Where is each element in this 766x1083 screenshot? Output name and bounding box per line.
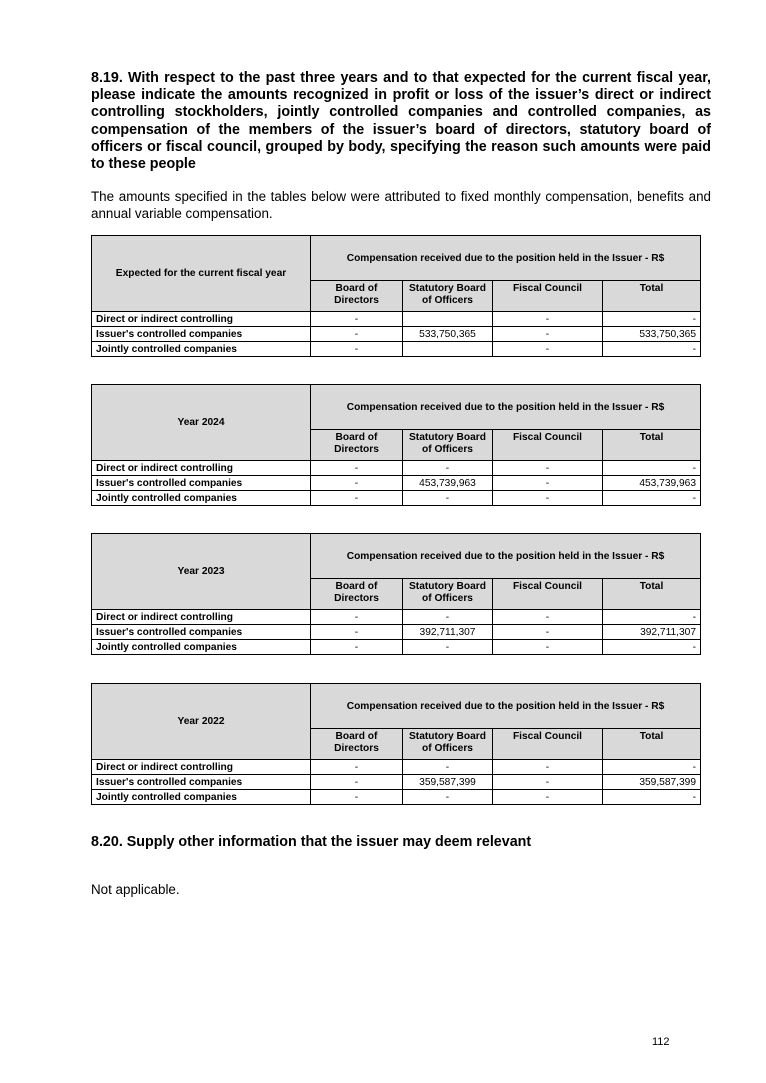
col-total: Total — [603, 281, 701, 312]
row-label: Jointly controlled companies — [92, 790, 311, 805]
cell-board: - — [311, 491, 403, 506]
cell-total: 453,739,963 — [603, 476, 701, 491]
row-label: Issuer's controlled companies — [92, 775, 311, 790]
cell-fiscal: - — [493, 775, 603, 790]
section-8-19-heading: 8.19. With respect to the past three years and to that expected for the current fiscal year, please indicate the amounts recognized in profit or loss of the issuer’s direct or indirect controlling stockholders, jointly controlled companies and controlled companies, as compensation of the members of the issuer’s board of directors, statutory board of officers or fiscal council, grouped by body, specifying the reason such amounts were paid to these people — [91, 70, 711, 173]
section-8-19 — [91, 70, 711, 222]
cell-board: - — [311, 312, 403, 327]
cell-total: - — [603, 640, 701, 655]
cell-total: 359,587,399 — [603, 775, 701, 790]
col-fiscal: Fiscal Council — [493, 281, 603, 312]
col-fiscal: Fiscal Council — [493, 729, 603, 760]
cell-board: - — [311, 461, 403, 476]
cell-statutory: 533,750,365 — [403, 327, 493, 342]
col-board: Board of Directors — [311, 281, 403, 312]
col-board: Board of Directors — [311, 579, 403, 610]
table-row — [92, 327, 701, 342]
cell-board: - — [311, 640, 403, 655]
table-row — [92, 625, 701, 640]
row-label: Issuer's controlled companies — [92, 625, 311, 640]
col-statutory: Statutory Board of Officers — [403, 281, 493, 312]
cell-fiscal: - — [493, 312, 603, 327]
table-row — [92, 760, 701, 775]
cell-total: - — [603, 342, 701, 357]
section-8-19-intro: The amounts specified in the tables below were attributed to fixed monthly compensation, benefits and annual variable compensation. — [91, 189, 711, 222]
table-row — [92, 461, 701, 476]
cell-fiscal: - — [493, 491, 603, 506]
table-row — [92, 790, 701, 805]
table-row — [92, 312, 701, 327]
cell-total: 392,711,307 — [603, 625, 701, 640]
compensation-table-2023 — [91, 533, 701, 655]
page-number: 112 — [652, 1036, 670, 1048]
row-label: Issuer's controlled companies — [92, 476, 311, 491]
row-label: Direct or indirect controlling — [92, 461, 311, 476]
row-label: Jointly controlled companies — [92, 342, 311, 357]
compensation-table-2024 — [91, 384, 701, 506]
col-board: Board of Directors — [311, 430, 403, 461]
cell-board: - — [311, 476, 403, 491]
table-title: Year 2023 — [92, 534, 311, 610]
cell-total: - — [603, 760, 701, 775]
cell-fiscal: - — [493, 760, 603, 775]
row-label: Direct or indirect controlling — [92, 610, 311, 625]
compensation-table-2022 — [91, 683, 701, 805]
table-row — [92, 610, 701, 625]
col-total: Total — [603, 729, 701, 760]
cell-fiscal: - — [493, 327, 603, 342]
cell-board: - — [311, 327, 403, 342]
cell-board: - — [311, 342, 403, 357]
cell-fiscal: - — [493, 476, 603, 491]
table-row — [92, 342, 701, 357]
row-label: Direct or indirect controlling — [92, 760, 311, 775]
section-8-20-heading: 8.20. Supply other information that the issuer may deem relevant — [91, 834, 532, 850]
cell-total: - — [603, 610, 701, 625]
cell-fiscal: - — [493, 790, 603, 805]
cell-board: - — [311, 775, 403, 790]
cell-fiscal: - — [493, 625, 603, 640]
col-total: Total — [603, 579, 701, 610]
group-header: Compensation received due to the position held in the Issuer - R$ — [311, 534, 701, 579]
section-8-20-body: Not applicable. — [91, 882, 180, 897]
cell-statutory: 392,711,307 — [403, 625, 493, 640]
group-header: Compensation received due to the position held in the Issuer - R$ — [311, 684, 701, 729]
cell-total: - — [603, 312, 701, 327]
table-title: Expected for the current fiscal year — [92, 236, 311, 312]
cell-statutory: 359,587,399 — [403, 775, 493, 790]
cell-fiscal: - — [493, 640, 603, 655]
col-statutory: Statutory Board of Officers — [403, 430, 493, 461]
cell-fiscal: - — [493, 342, 603, 357]
cell-statutory: - — [403, 491, 493, 506]
col-board: Board of Directors — [311, 729, 403, 760]
cell-total: - — [603, 790, 701, 805]
cell-statutory: - — [403, 461, 493, 476]
col-statutory: Statutory Board of Officers — [403, 579, 493, 610]
row-label: Issuer's controlled companies — [92, 327, 311, 342]
cell-total: - — [603, 461, 701, 476]
table-title: Year 2022 — [92, 684, 311, 760]
row-label: Jointly controlled companies — [92, 640, 311, 655]
cell-statutory: - — [403, 610, 493, 625]
cell-board: - — [311, 625, 403, 640]
table-row — [92, 491, 701, 506]
col-statutory: Statutory Board of Officers — [403, 729, 493, 760]
col-fiscal: Fiscal Council — [493, 579, 603, 610]
group-header: Compensation received due to the position held in the Issuer - R$ — [311, 236, 701, 281]
table-title: Year 2024 — [92, 385, 311, 461]
col-fiscal: Fiscal Council — [493, 430, 603, 461]
cell-statutory — [403, 312, 493, 327]
group-header: Compensation received due to the position held in the Issuer - R$ — [311, 385, 701, 430]
cell-statutory — [403, 342, 493, 357]
cell-statutory: - — [403, 640, 493, 655]
cell-statutory: - — [403, 760, 493, 775]
cell-fiscal: - — [493, 610, 603, 625]
cell-board: - — [311, 610, 403, 625]
cell-board: - — [311, 760, 403, 775]
table-row — [92, 775, 701, 790]
table-row — [92, 476, 701, 491]
table-row — [92, 640, 701, 655]
cell-statutory: 453,739,963 — [403, 476, 493, 491]
cell-statutory: - — [403, 790, 493, 805]
col-total: Total — [603, 430, 701, 461]
compensation-table-expected — [91, 235, 701, 357]
row-label: Jointly controlled companies — [92, 491, 311, 506]
cell-fiscal: - — [493, 461, 603, 476]
cell-total: - — [603, 491, 701, 506]
cell-total: 533,750,365 — [603, 327, 701, 342]
cell-board: - — [311, 790, 403, 805]
row-label: Direct or indirect controlling — [92, 312, 311, 327]
